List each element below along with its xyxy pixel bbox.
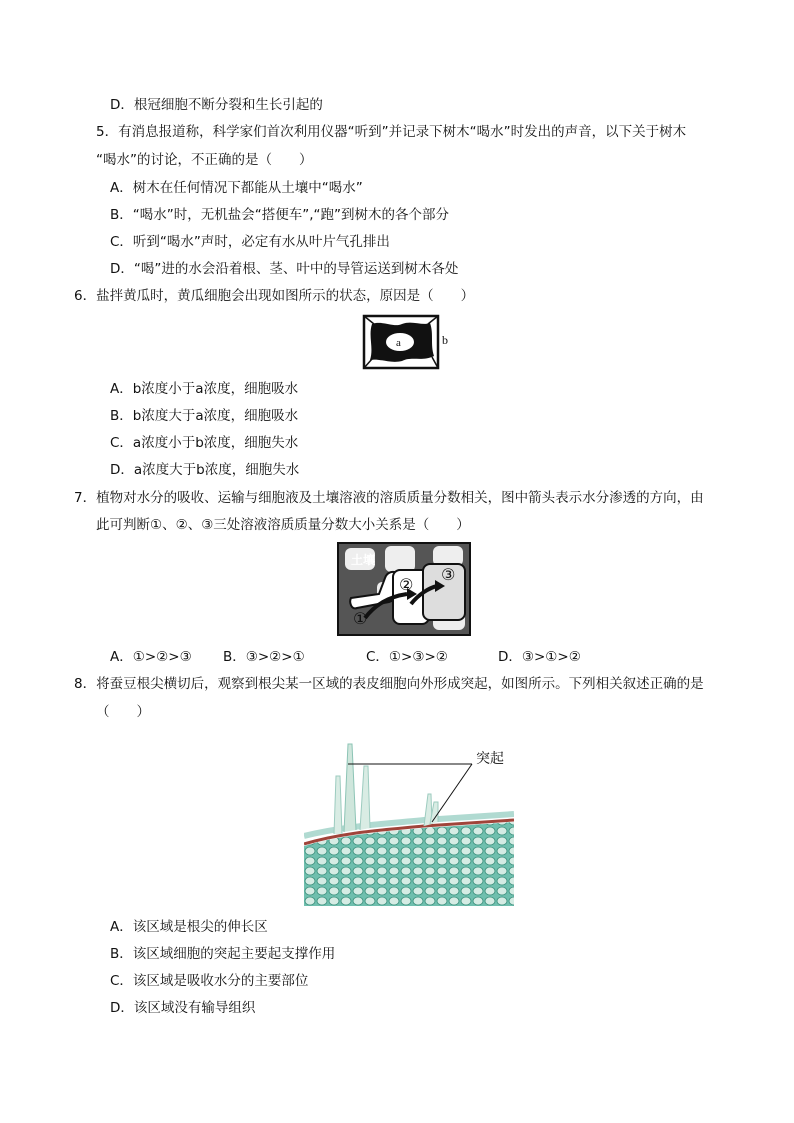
label-soil: 土壤 bbox=[351, 553, 376, 567]
q7-option-a: A．①>②>③ bbox=[110, 649, 192, 665]
q8-option-c: C．该区域是吸收水分的主要部位 bbox=[110, 973, 309, 989]
q6-option-b: B．b浓度大于a浓度，细胞吸水 bbox=[110, 408, 299, 424]
prev-option-d: D．根冠细胞不断分裂和生长引起的 bbox=[110, 97, 323, 113]
label-a: a bbox=[396, 337, 401, 349]
label-3: ③ bbox=[441, 565, 456, 584]
q8-root-hair-figure bbox=[304, 736, 514, 906]
q5-stem-line1: 5．有消息报道称，科学家们首次利用仪器“听到”并记录下树木“喝水”时发出的声音，以下关于树木 bbox=[96, 124, 687, 140]
q5-stem-line2 bbox=[96, 151, 313, 169]
label-protrusion: 突起 bbox=[476, 751, 504, 767]
q8-option-b: B．该区域细胞的突起主要起支撑作用 bbox=[110, 946, 336, 962]
q5-option-b: B．“喝水”时，无机盐会“搭便车”,“跑”到树木的各个部分 bbox=[110, 207, 450, 223]
label-1: ① bbox=[353, 609, 368, 628]
q6-option-c: C．a浓度小于b浓度，细胞失水 bbox=[110, 435, 299, 451]
label-b: b bbox=[442, 333, 448, 347]
q7-option-b: B．③>②>① bbox=[223, 649, 305, 665]
q6-option-d: D．a浓度大于b浓度，细胞失水 bbox=[110, 462, 300, 478]
q5-option-c: C．听到“喝水”声时，必定有水从叶片气孔排出 bbox=[110, 234, 390, 250]
q7-root-figure bbox=[337, 542, 471, 636]
q8-stem-line1: 8．将蚕豆根尖横切后，观察到根尖某一区域的表皮细胞向外形成突起，如图所示。下列相关叙述正确的是 bbox=[74, 676, 704, 692]
q7-stem-line1: 7．植物对水分的吸收、运输与细胞液及土壤溶液的溶质质量分数相关，图中箭头表示水分渗透的方向，由 bbox=[74, 490, 704, 506]
q6-stem: 6．盐拌黄瓜时，黄瓜细胞会出现如图所示的状态，原因是（ ） bbox=[74, 288, 475, 304]
q6-cell-figure bbox=[362, 314, 456, 370]
label-2: ② bbox=[399, 575, 414, 594]
q8-option-d: D．该区域没有输导组织 bbox=[110, 1000, 256, 1016]
q5-stem-line2-text: “喝水”的讨论，不正确的是（ ） bbox=[96, 152, 313, 168]
q7-option-d: D．③>①>② bbox=[498, 649, 581, 665]
q6-option-a: A．b浓度小于a浓度，细胞吸水 bbox=[110, 381, 299, 397]
q5-option-a: A．树木在任何情况下都能从土壤中“喝水” bbox=[110, 180, 363, 196]
q8-stem-line2: （ ） bbox=[96, 704, 150, 720]
q5-option-d: D．“喝”进的水会沿着根、茎、叶中的导管运送到树木各处 bbox=[110, 261, 459, 277]
q7-stem-line2: 此可判断①、②、③三处溶液溶质质量分数大小关系是（ ） bbox=[96, 517, 470, 533]
q7-option-c: C．①>③>② bbox=[366, 649, 448, 665]
q8-option-a: A．该区域是根尖的伸长区 bbox=[110, 919, 268, 935]
